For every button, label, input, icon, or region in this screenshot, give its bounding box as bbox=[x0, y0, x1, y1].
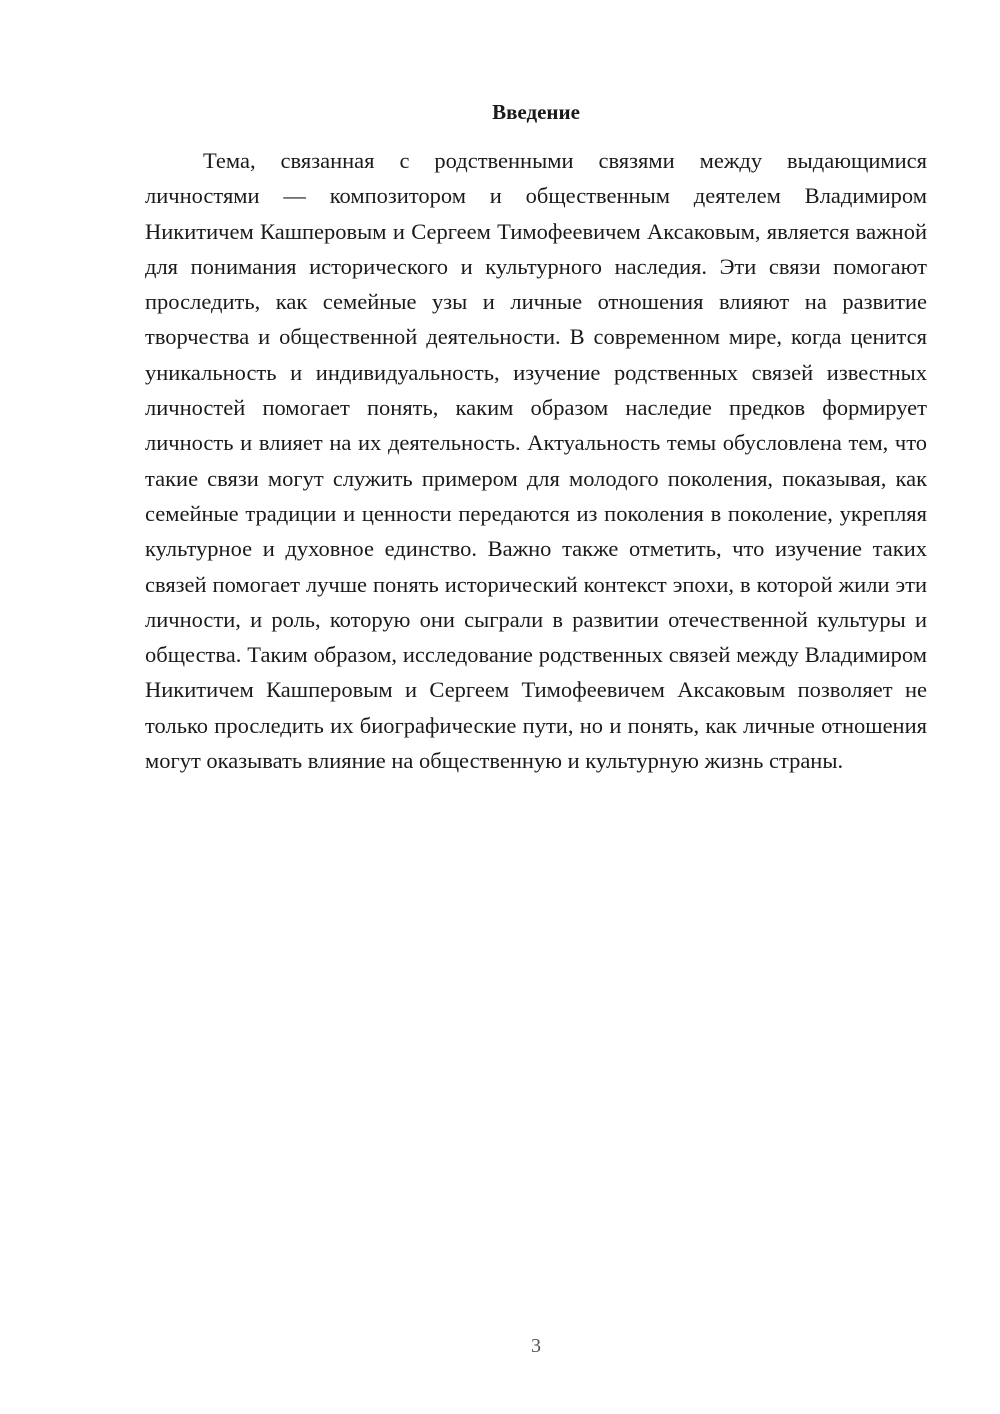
intro-paragraph: Тема, связанная с родственными связями между выдающимися личностями — композитором и общественным деятелем Владимиром Никитичем Кашперовым и Сергеем Тимофеевичем Аксаковым, является важной для понимания исторического и культурного наследия. Эти связи помогают проследить, как семейные узы и личные отношения влияют на развитие творчества и общественной деятельности. В современном мире, когда ценится уникальность и индивидуальность, изучение родственных связей известных личностей помогает понять, каким образом наследие предков формирует личность и влияет на их деятельность. Актуальность темы обусловлена тем, что такие связи могут служить примером для молодого поколения, показывая, как семейные традиции и ценности передаются из поколения в поколение, укрепляя культурное и духовное единство. Важно также отметить, что изучение таких связей помогает лучше понять исторический контекст эпохи, в которой жили эти личности, и роль, которую они сыграли в развитии отечественной культуры и общества. Таким образом, исследование родственных связей между Владимиром Никитичем Кашперовым и Сергеем Тимофеевичем Аксаковым позволяет не только проследить их биографические пути, но и понять, как личные отношения могут оказывать влияние на общественную и культурную жизнь страны. bbox=[145, 148, 927, 774]
page-number: 3 bbox=[531, 1335, 541, 1357]
section-heading: Введение bbox=[492, 100, 580, 124]
